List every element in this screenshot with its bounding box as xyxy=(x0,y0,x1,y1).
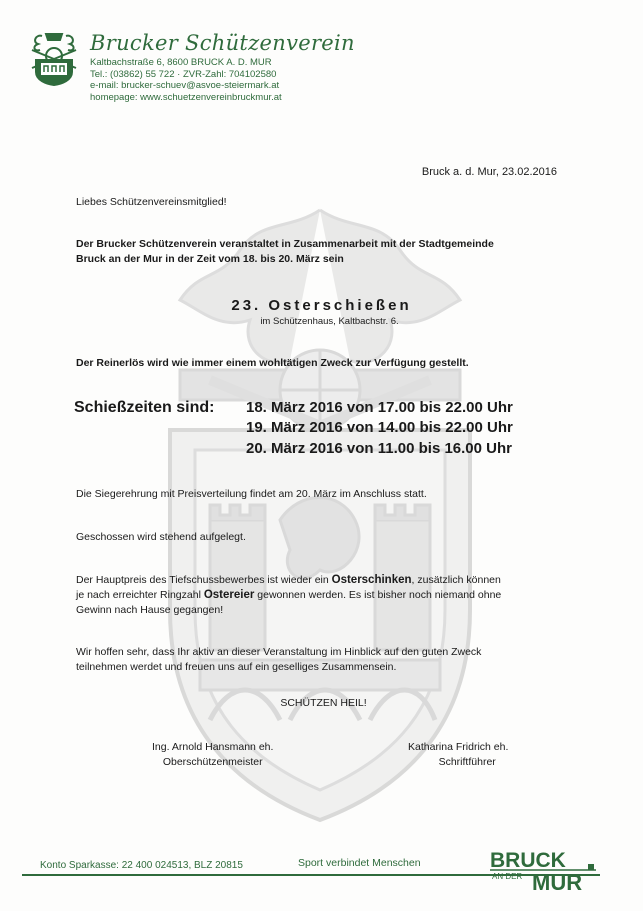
hope-line-1: Wir hoffen sehr, dass Ihr aktiv an dieser Veranstaltung im Hinblick auf den guten Zweck xyxy=(76,646,482,658)
bank-account: Konto Sparkasse: 22 400 024513, BLZ 20815 xyxy=(40,860,243,871)
coat-of-arms-watermark xyxy=(140,190,500,830)
prize-line-2 xyxy=(76,588,501,603)
signer-2-title: Schriftführer xyxy=(438,756,496,768)
signer-1-title: Oberschützenmeister xyxy=(162,756,263,768)
prize-line-1 xyxy=(76,573,501,588)
footer-slogan: Sport verbindet Menschen xyxy=(298,857,421,869)
prize-line-1-text-a: Der Hauptpreis des Tiefschussbewerbes ist wieder ein xyxy=(76,574,332,586)
club-email[interactable]: e-mail: brucker-schuev@asvoe-steiermark.at xyxy=(90,80,280,92)
signature-block-1 xyxy=(152,740,273,770)
shooting-times-label: Schießzeiten sind: xyxy=(74,399,215,416)
intro-line-1: Der Brucker Schützenverein veranstaltet in Zusammenarbeit mit der Stadtgemeinde xyxy=(76,238,494,250)
city-logo-top: BRUCK xyxy=(490,849,566,872)
prize-line-3: Gewinn nach Hause gegangen! xyxy=(76,604,224,616)
charity-note: Der Reinerlös wird wie immer einem wohltätigen Zweck zur Verfügung gestellt. xyxy=(76,357,469,369)
prize-line-2-text-b: gewonnen werden. Es ist bisher noch niemand ohne xyxy=(254,589,502,601)
closing-greeting: SCHÜTZEN HEIL! xyxy=(280,697,367,709)
club-name: Brucker Schützenverein xyxy=(90,31,355,55)
signature-block-2 xyxy=(408,740,508,770)
club-phone: Tel.: (03862) 55 722 · ZVR-Zahl: 704102580 xyxy=(90,68,277,80)
award-ceremony-note: Die Siegerehrung mit Preisverteilung findet am 20. März im Anschluss statt. xyxy=(76,488,427,500)
club-address: Kaltbachstraße 6, 8600 BRUCK A. D. MUR xyxy=(90,57,272,68)
prize-osterschinken: Osterschinken xyxy=(331,574,412,586)
prize-line-2-text-a: je nach erreichter Ringzahl xyxy=(76,589,204,601)
club-logo xyxy=(22,28,86,86)
club-contact-block xyxy=(90,57,282,103)
letter-date: Bruck a. d. Mur, 23.02.2016 xyxy=(421,166,557,178)
bruck-an-der-mur-logo xyxy=(476,848,606,894)
event-title: 23. Osterschießen xyxy=(231,297,412,314)
hope-line-2: teilnehmen werdet und freuen uns auf ein geselliges Zusammensein. xyxy=(76,661,397,673)
shooting-time-1: 18. März 2016 von 17.00 bis 22.00 Uhr xyxy=(246,399,513,416)
greeting: Liebes Schützenvereinsmitglied! xyxy=(76,196,227,208)
signer-1-name: Ing. Arnold Hansmann eh. xyxy=(152,741,274,753)
city-logo-bottom: MUR xyxy=(532,870,583,894)
event-location: im Schützenhaus, Kaltbachstr. 6. xyxy=(260,316,399,327)
prize-line-1-text-b: , zusätzlich können xyxy=(411,574,501,586)
club-homepage[interactable]: homepage: www.schuetzenvereinbruckmur.at xyxy=(90,91,282,103)
signer-2-name: Katharina Fridrich eh. xyxy=(408,741,509,753)
standing-note: Geschossen wird stehend aufgelegt. xyxy=(76,531,246,543)
shooting-time-3: 20. März 2016 von 11.00 bis 16.00 Uhr xyxy=(246,440,512,457)
prize-ostereier: Ostereier xyxy=(203,589,255,601)
shooting-time-2: 19. März 2016 von 14.00 bis 22.00 Uhr xyxy=(246,419,513,436)
intro-line-2: Bruck an der Mur in der Zeit vom 18. bis 20. März sein xyxy=(76,253,344,265)
city-logo-mid: AN DER xyxy=(492,872,523,881)
